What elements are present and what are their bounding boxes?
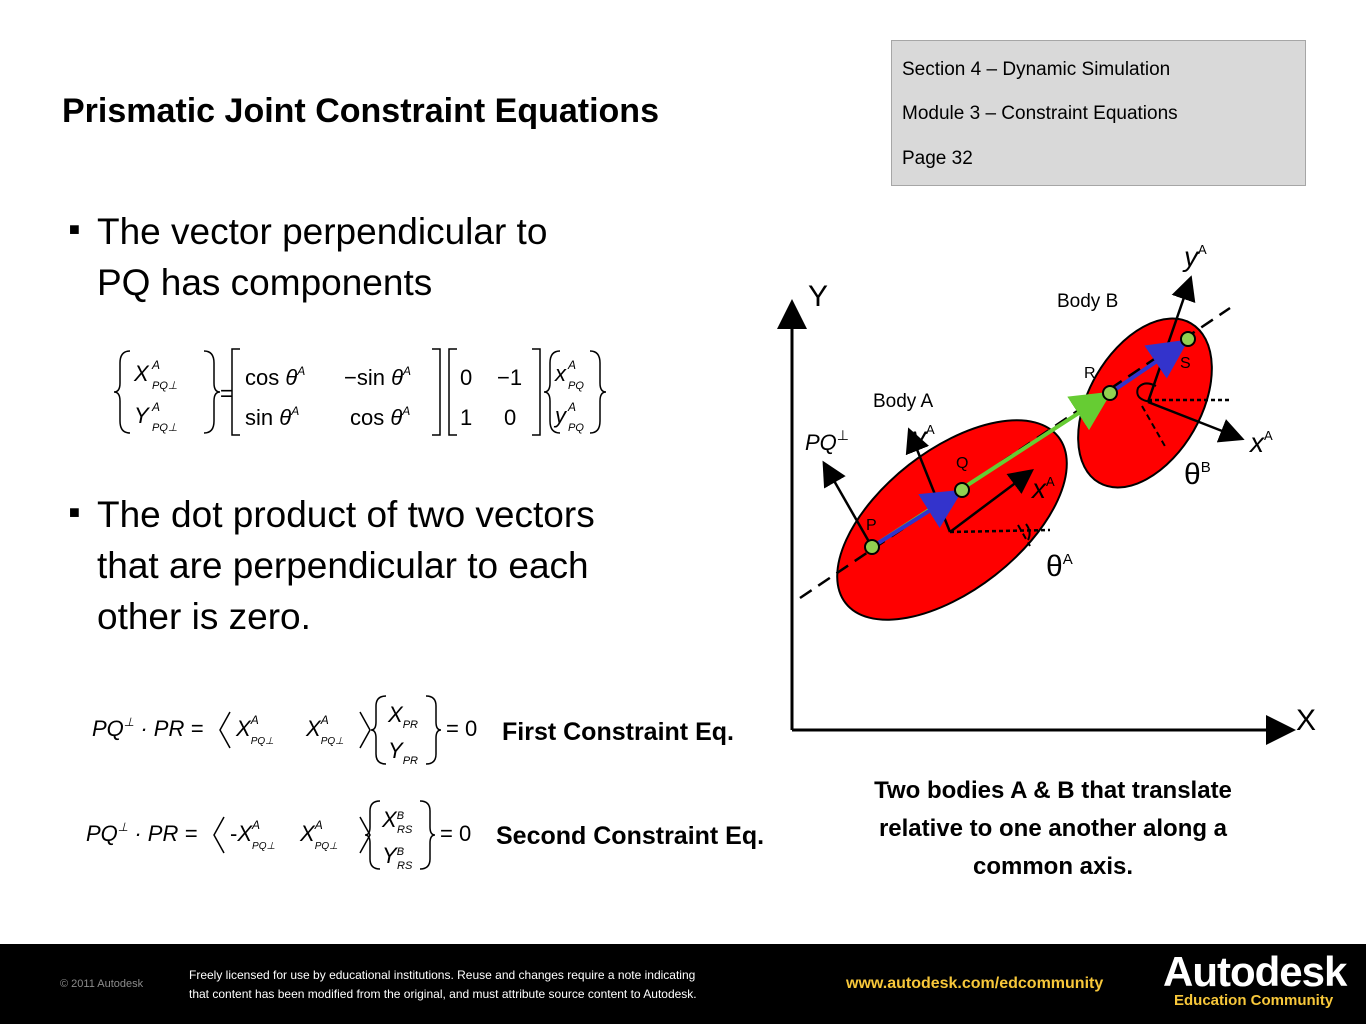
point-p — [865, 540, 879, 554]
bullet-text: The vector perpendicular to — [97, 211, 548, 252]
bullet-text: The dot product of two vectors — [97, 494, 595, 535]
body-a — [803, 382, 1102, 659]
x-axis-label: X — [1296, 704, 1317, 737]
svg-text:A: A — [152, 358, 161, 372]
bullet-text: that are perpendicular to each — [97, 545, 589, 586]
module-label: Module 3 – Constraint Equations — [902, 103, 1178, 124]
body-b-label: Body B — [1057, 291, 1119, 312]
footer-bar — [0, 944, 1366, 1024]
caption-line: Two bodies A & B that translate — [874, 777, 1232, 804]
svg-text:XAPQ⊥: $X^A$ PQ⊥ — [300, 818, 338, 852]
y-axis-label: Y — [808, 280, 829, 313]
label-q: Q — [956, 455, 969, 472]
bullet-square-icon: ■ — [69, 502, 80, 522]
edcommunity-link[interactable]: www.autodesk.com/edcommunity — [846, 975, 1104, 992]
diagram-caption — [820, 772, 1286, 886]
page-number: Page 32 — [902, 148, 973, 169]
svg-text:Y: Y — [134, 403, 149, 428]
prismatic-joint-diagram — [760, 220, 1320, 750]
first-constraint-equation — [90, 692, 490, 767]
second-constraint-equation — [84, 797, 484, 872]
license-line: that content has been modified from the original, and must attribute source content to Autodesk. — [189, 987, 697, 1001]
second-constraint-label: Second Constraint Eq. — [496, 822, 765, 850]
body-b-x-label: $x^A$ — [1250, 427, 1273, 458]
svg-text:-XAPQ⊥: $-X^A$ PQ⊥ — [230, 818, 276, 852]
svg-text:YBRS: $Y^B$ RS — [382, 843, 413, 872]
svg-text:PQ: PQ — [568, 422, 584, 434]
bullet-text: PQ has components — [97, 262, 433, 303]
svg-text:XPR: $X_{PR}$ — [388, 702, 418, 731]
svg-text:x: x — [555, 361, 566, 386]
svg-text:PQ⊥ · PR =: PQ⊥ · PR = — [86, 820, 198, 846]
svg-text:XBRS: $X^B$ RS — [382, 807, 413, 836]
svg-text:YPR: $Y_{PR}$ — [388, 738, 418, 767]
page-title: Prismatic Joint Constraint Equations — [62, 92, 659, 130]
svg-text:PQ⊥ · PR =: PQ⊥ · PR = — [92, 715, 204, 741]
education-community-label: Education Community — [1174, 992, 1334, 1009]
svg-text:XAPQ⊥: $X^A$ PQ⊥ — [236, 713, 274, 747]
section-label: Section 4 – Dynamic Simulation — [902, 59, 1171, 80]
rotation-matrix-equation — [112, 345, 612, 440]
section-info-box — [891, 40, 1306, 186]
copyright-text: © 2011 Autodesk — [60, 978, 144, 990]
svg-text:0: 0 — [504, 405, 517, 430]
first-constraint-label: First Constraint Eq. — [502, 718, 734, 746]
caption-line: common axis. — [972, 853, 1134, 880]
svg-text:1: 1 — [460, 405, 473, 430]
point-s — [1181, 332, 1195, 346]
svg-text:PQ⊥: PQ⊥ — [152, 380, 178, 392]
autodesk-logo: Autodesk — [1163, 948, 1347, 995]
body-a-label: Body A — [873, 391, 934, 412]
point-r — [1103, 386, 1117, 400]
bullet-perpendicular-vector — [69, 206, 548, 308]
svg-text:cos θA: $\cos \theta^A$ — [245, 364, 306, 390]
svg-text:A: A — [568, 400, 577, 414]
label-r: R — [1084, 365, 1096, 382]
svg-text:A: A — [152, 400, 161, 414]
theta-a-label: $\theta^A$ — [1046, 550, 1073, 583]
svg-text:y: y — [555, 403, 566, 428]
body-a-y-label: $y^A$ — [912, 421, 935, 452]
svg-text:XAPQ⊥: $X^A$ PQ⊥ — [306, 713, 344, 747]
label-p: P — [866, 517, 877, 534]
svg-text:−sin θA: −sin $\theta^A$ — [344, 364, 412, 390]
caption-line: relative to one another along a — [878, 815, 1228, 842]
bullet-text: other is zero. — [97, 596, 311, 637]
pq-perp-label: PQ⊥ — [805, 427, 849, 455]
bullet-square-icon: ■ — [69, 219, 80, 239]
svg-text:= 0: = 0 — [446, 716, 478, 741]
svg-text:=: = — [220, 381, 233, 406]
svg-text:−1: −1 — [497, 365, 523, 390]
body-a-x-label: $x^A$ — [1032, 473, 1055, 504]
license-line: Freely licensed for use by educational institutions. Reuse and changes require a note indicating — [189, 968, 696, 982]
svg-text:PQ: PQ — [568, 380, 584, 392]
svg-text:PQ⊥: PQ⊥ — [152, 422, 178, 434]
body-b — [1051, 295, 1240, 510]
svg-text:X: X — [134, 361, 149, 386]
svg-text:sin θA: $\sin \theta^A$ — [245, 404, 300, 430]
svg-text:0: 0 — [460, 365, 473, 390]
label-s: S — [1180, 355, 1191, 372]
svg-text:= 0: = 0 — [440, 821, 472, 846]
bullet-dot-product — [69, 489, 595, 642]
point-q — [955, 483, 969, 497]
body-b-y-label: $y^A$ — [1184, 241, 1207, 272]
license-text — [189, 966, 697, 1004]
svg-text:A: A — [568, 358, 577, 372]
svg-text:cos θA: $\cos \theta^A$ — [350, 404, 411, 430]
theta-b-label: $\theta^B$ — [1184, 458, 1211, 491]
